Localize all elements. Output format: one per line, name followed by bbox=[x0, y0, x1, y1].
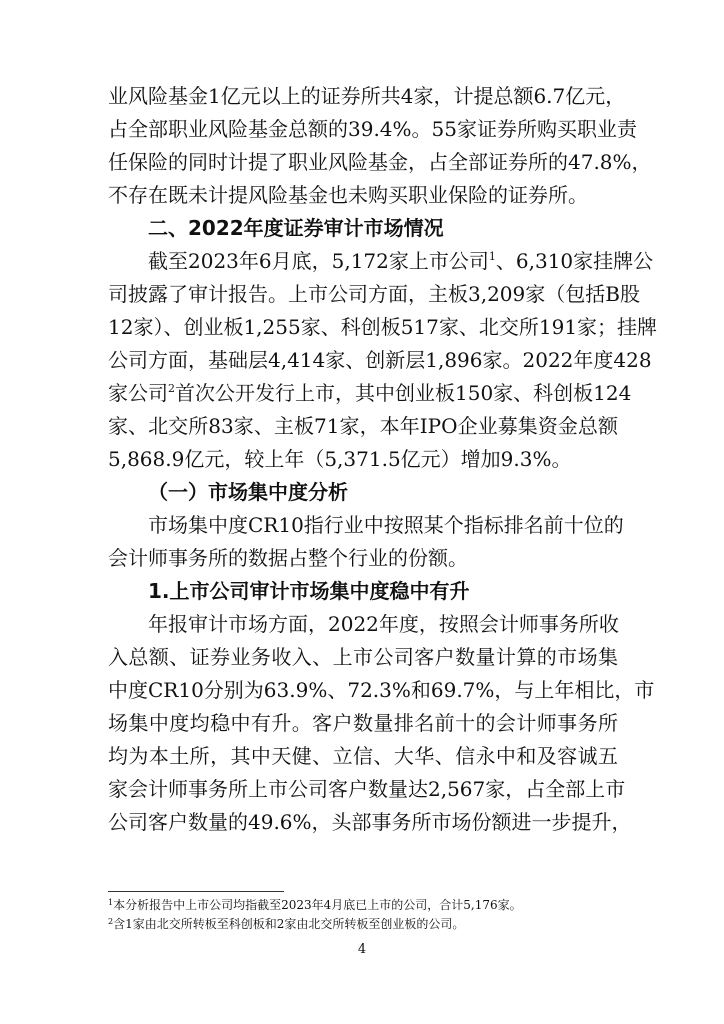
body-line: 不存在既未计提风险基金也未购买职业保险的证券所。 bbox=[108, 183, 588, 207]
body-line bbox=[108, 381, 632, 405]
body-line: 司披露了审计报告。上市公司方面，主板3,209家（包括B股 bbox=[108, 282, 640, 306]
footnote-mark: 2 bbox=[108, 917, 114, 926]
body-line: 家会计师事务所上市公司客户数量达2,567家，占全部上市 bbox=[108, 777, 626, 801]
body-line: 任保险的同时计提了职业风险基金，占全部证券所的47.8%， bbox=[108, 150, 652, 174]
body-line: 12家）、创业板1,255家、科创板517家、北交所191家；挂牌 bbox=[108, 315, 658, 339]
body-line: 公司客户数量的49.6%，头部事务所市场份额进一步提升， bbox=[108, 810, 632, 834]
body-line bbox=[148, 249, 654, 273]
body-line: 公司方面，基础层4,414家、创新层1,896家。2022年度428 bbox=[108, 348, 652, 372]
body-line: 均为本土所，其中天健、立信、大华、信永中和及容诚五 bbox=[108, 744, 618, 768]
body-line: 年报审计市场方面，2022年度，按照会计师事务所收 bbox=[148, 612, 619, 636]
footnote bbox=[108, 917, 464, 932]
section-heading: 二、2022年度证券审计市场情况 bbox=[148, 216, 444, 240]
footnote-ref[interactable]: 1 bbox=[488, 250, 496, 263]
footnote-mark: 1 bbox=[108, 898, 114, 907]
footnote bbox=[108, 898, 522, 913]
footnote-text: 本分析报告中上市公司均指截至2023年4月底已上市的公司，合计5,176家。 bbox=[113, 898, 522, 912]
subsection-heading: 1.上市公司审计市场集中度稳中有升 bbox=[148, 579, 470, 603]
footnote-text: 含1家由北交所转板至科创板和2家由北交所转板至创业板的公司。 bbox=[113, 917, 465, 931]
body-line: 业风险基金1亿元以上的证券所共4家，计提总额6.7亿元， bbox=[108, 84, 626, 108]
body-line: 场集中度均稳中有升。客户数量排名前十的会计师事务所 bbox=[108, 711, 618, 735]
body-text: 、6,310家挂牌公 bbox=[495, 249, 654, 273]
footnote-divider bbox=[108, 891, 284, 892]
subsection-heading: （一）市场集中度分析 bbox=[148, 480, 348, 504]
body-text: 截至2023年6月底，5,172家上市公司 bbox=[148, 249, 489, 273]
body-line: 中度CR10分别为63.9%、72.3%和69.7%，与上年相比，市 bbox=[108, 678, 655, 702]
body-line: 市场集中度CR10指行业中按照某个指标排名前十位的 bbox=[148, 513, 624, 537]
body-line: 家、北交所83家、主板71家，本年IPO企业募集资金总额 bbox=[108, 414, 618, 438]
body-line: 占全部职业风险基金总额的39.4%。55家证券所购买职业责 bbox=[108, 117, 637, 141]
body-line: 5,868.9亿元，较上年（5,371.5亿元）增加9.3%。 bbox=[108, 447, 572, 471]
footnote-ref[interactable]: 2 bbox=[168, 382, 175, 395]
body-text: 家公司 bbox=[108, 381, 168, 405]
page-number: 4 bbox=[357, 942, 367, 957]
body-text: 首次公开发行上市，其中创业板150家、科创板124 bbox=[175, 381, 632, 405]
body-line: 会计师事务所的数据占整个行业的份额。 bbox=[108, 546, 468, 570]
body-line: 入总额、证券业务收入、上市公司客户数量计算的市场集 bbox=[108, 645, 618, 669]
